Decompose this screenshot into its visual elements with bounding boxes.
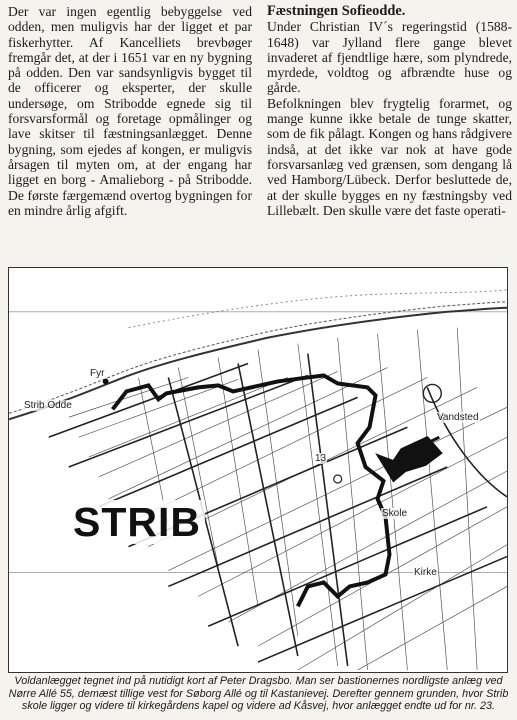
map-drawing <box>9 268 507 672</box>
map-dot <box>334 475 342 483</box>
left-text-column <box>8 4 252 218</box>
map-label-fyr: Fyr <box>90 368 105 379</box>
map-label-skole: Skole <box>382 508 408 519</box>
figure-caption: Voldanlægget tegnet ind på nutidigt kort af Peter Dragsbo. Man ser bastionernes nordligste anlæg ved Nørre Allé 55, demæst tillige vest for Søborg Allé og til Kastanievej. Derefter gennem grunden, hvor Strib skole ligger og videre til kirkegårdens kapel og videre ad Kåsvej, hvor anlægget endte ud for nr. 23. <box>8 675 509 713</box>
right-text-column <box>267 4 512 218</box>
lighthouse-marker <box>103 378 109 384</box>
map-title: STRIB <box>69 500 205 544</box>
right-paragraph-2: Befolkningen blev frygtelig forarmet, og mange kunne ikke betale de tunge skatter, som de fik pålagt. Kongen og hans rådgivere indså, at det ikke var nok at have gode forsvarsanlæg ved grænsen, som dengang lå ved Hamborg/Lübeck. Derfor besluttede de, at der skulle bygges en ny fæstningsby ved Lillebælt. Den skulle være det faste operati- <box>267 95 512 218</box>
section-heading: Fæstningen Sofieodde. <box>267 3 406 19</box>
right-paragraph-1: Under Christian IV´s regeringstid (1588-1648) var Jylland flere gange blevet invaderet af fjendtlige hære, som plyndrede, myrdede, voldtog og afbrændte huse og gårde. <box>267 19 512 96</box>
left-paragraph-1: Der var ingen egentlig bebyggelse ved odden, men muligvis har der ligget et par fiskerhytter. Af Kancelliets brevbøger fremgår det, at der i 1651 var en ny bygning på odden. Den var sandsynligvis bygget til de officerer og eksperter, der skulle undersøge, om Stribodde egnede sig til forsvarsformål og foretage opmålinger og lave skitser til fæstningsanlægget. Denne bygning, som ejedes af kongen, er muligvis årsagen til myten om, at der engang har ligget en borg - Amalieborg - på Stribodde. De første færgemænd overtog bygningen for en mindre årlig afgift. <box>8 4 252 218</box>
contour-line <box>129 290 507 328</box>
map-label-kirke: Kirke <box>414 567 437 578</box>
map-label-vandsted: Vandsted <box>437 412 479 423</box>
map-label-strib-odde: Strib Odde <box>24 400 72 411</box>
map-label-13: 13 <box>315 453 327 464</box>
cliff-line <box>9 302 507 413</box>
map-figure <box>8 267 508 673</box>
